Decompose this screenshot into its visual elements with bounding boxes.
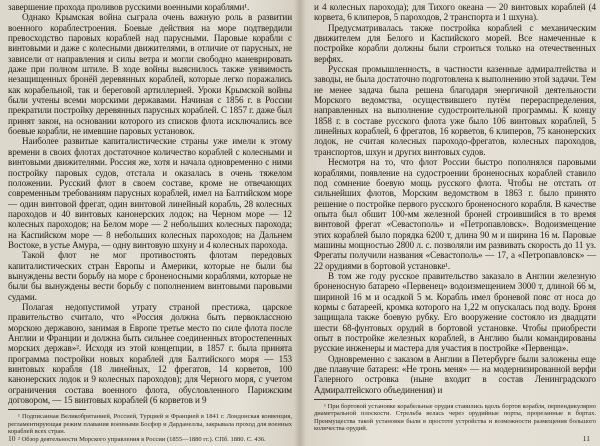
paragraph: Русская промышленность, в частности казенные адмиралтейства и заводы, не была достаточно подготовлена к выполнению этой задачи. Тем не менее задача была решена благодаря энергичной деятельности Морского ведомства, осуществившего путём перераспределения, направленных на выполнение судостроительной программы. К концу 1858 г. в составе русского флота уже было 106 винтовых кораблей, 5 линейных кораблей, 6 фрегатов, 16 корветов, 6 клиперов, 75 канонерских лодок, не считая колесных пароходо-фрегатов, колесных пароходов, транспортов, шхун и других винтовых судов. — [314, 64, 596, 157]
right-page-column — [314, 2, 596, 433]
footnote: ¹ Подписанная Великобританией, Россией, Турцией и Францией в 1841 г. Лондонская конвенция, регламентирующая режим плавания военными Босфор и Дарданеллы, закрывала проход для военных кораблей всех стран. — [8, 413, 292, 436]
paragraph: Полагая недопустимой утрату страной престижа, царское правительство считало, что «Россия должна быть первоклассною морскою державою, занимая в Европе третье место по силе флота после Англии и Франции и должна быть сильнее соединенных второстепенных морских держав»². Исходя из этой концепции, в 1857 г. была принята программа постройки новых кораблей для Балтийского моря — 153 винтовых корабля (18 линейных, 12 фрегатов, 14 корветов, 100 канонерских лодок и 9 колесных пароходов); для Черного моря, с учетом ограничения состава военного флота, обусловленного Парижским договором, — 15 винтовых кораблей (6 корветов и 9 — [8, 301, 292, 406]
paragraph: Наиболее развитые капиталистические страны уже имели к этому времени в своих флотах достаточное количество кораблей с колесными и винтовыми движителями. Россия же, хотя и начала одновременно с ними постройку паровых судов, отстала и оказалась в очень тяжелом положении. Русский флот в своем составе, кроме не отвечающих современным требованиям парусных кораблей, имел на Балтийском море — один винтовой фрегат, один винтовой линейный корабль, 28 колесных пароходов и 40 винтовых канонерских лодок; на Черном море — 12 колесных пароходов; на Белом море — 2 небольших колесных парохода; на Каспийском море — 8 небольших колесных пароходов; на Дальнем Востоке, в устье Амура, — одну винтовую шхуну и 4 колесных парохода. — [8, 136, 292, 250]
paragraph: завершение прохода проливов русскими военными кораблями¹. — [8, 2, 250, 12]
page-number: 11 — [582, 434, 590, 443]
paragraph: Одновременно с заказом в Англии в Петербурге были заложены еще две плавучие батареи: «Не тронь меня» — на модернизированной верфи Галерного островка (ныне входит в состав Ленинградского Адмиралтейского объединения) и — [314, 353, 596, 395]
paragraph: и 4 колесных парохода); для Тихого океана — 20 винтовых кораблей (4 корвета, 6 клиперов, 5 пароходов, 2 транспорта и 1 шхуна). — [314, 2, 596, 23]
footnote-rule — [8, 409, 86, 410]
paragraph: Предусматривалась также постройка кораблей с механическим движителем для Белого и Каспийского морей. Все намеченные к постройке корабли должны были строиться только на отечественных верфях. — [314, 22, 596, 64]
paragraph: Несмотря на то, что флот России быстро пополнялся паровыми кораблями, появление на судостроении броненосных кораблей ставило под сомнение боевую мощь русского флота. Чтобы не отстать от сильнейших флотов, Морским ведомством в 1863 г. было принято решение о постройке первого русского броненосного корабля. В качестве опыта был обшит 100-мм железной броней строившийся в то время винтовой фрегат «Севастополь» и «Петропавловск». Водоизмещение этих кораблей было порядка 6200 т, длина 90 м и ширина 16 м. Паровые машины мощностью 2800 л. с. позволяли им развивать скорость до 11 уз. Фрегаты получили названия «Севастополь» — 17, а «Петропавловск» — 22 орудиями в бортовой установке¹. — [314, 157, 596, 271]
left-page-body — [8, 2, 292, 405]
page-number: 10 — [8, 434, 16, 443]
right-page-footnotes — [314, 403, 596, 433]
right-page — [302, 0, 600, 446]
left-page-column — [8, 2, 292, 443]
paragraph: Однако Крымская война сыграла очень важную роль в развитии военного кораблестроения. Боевые действия на море подтвердили превосходство паровых кораблей над парусными. Паровые корабли с винтовыми и даже с колесными движителями, в отличие от парусных, не зависели от направления и силы ветра и могли свободно маневрировать даже при полном штиле. В ходе войны выяснилось также уязвимость незащищенных бронёй деревянных кораблей, которые легко поражались как корабельной, так и береговой артиллерией. Уроки Крымской войны были учтены всеми морскими державами. Начиная с 1856 г. в России прекратили постройку деревянных парусных кораблей. С 1857 г. даже был принят закон, на основании которого из списков флота исключались все боевые корабли, не имевшие паровых установок. — [8, 12, 292, 137]
paragraph: Такой флот не мог противостоять флотам передовых капиталистических стран Европы и Америки, которые не были бы вынуждены вести борьбу на море с броненосными кораблями, которые не были бы вынуждены вести борьбу с пополнением винтовыми паровыми судами. — [8, 250, 292, 302]
footnote: ² Обзор деятельности Морского управления в России (1855—1880 гг.). СПб. 1880. С. 436. — [18, 435, 266, 443]
right-page-body — [314, 2, 596, 395]
footnote: ¹ При бортовой установке корабельные орудия ставились вдоль бортов корабля, перпендикулярно диаметральной плоскости. Стрельба велась через орудийные порты, прорезанные в бортах. Преимущества такой установки были в простоте устройства и возможности размещения большого количества орудий. — [314, 403, 596, 433]
footnote-rule — [314, 399, 392, 400]
paragraph: В том же году русское правительство заказало в Англии железную броненосную батарею «Первенец» водоизмещением 3000 т, длиной 66 м, шириной 16 м и осадкой 5 м. Корабль имел броневой пояс от носа до кормы с батареей, кромка которого на 1,22 м опускалась под воду. Броня защищала также боевую рубку. Его вооружение состояло из двадцати шести 68-фунтовых орудий в бортовой установке. Чтобы приобрести опыт в постройке железных кораблей, в Англию были командированы русские инженеры и мастера для участия в постройке «Первенца». — [314, 270, 596, 354]
left-page-footnotes — [8, 413, 292, 443]
left-page — [0, 0, 298, 446]
